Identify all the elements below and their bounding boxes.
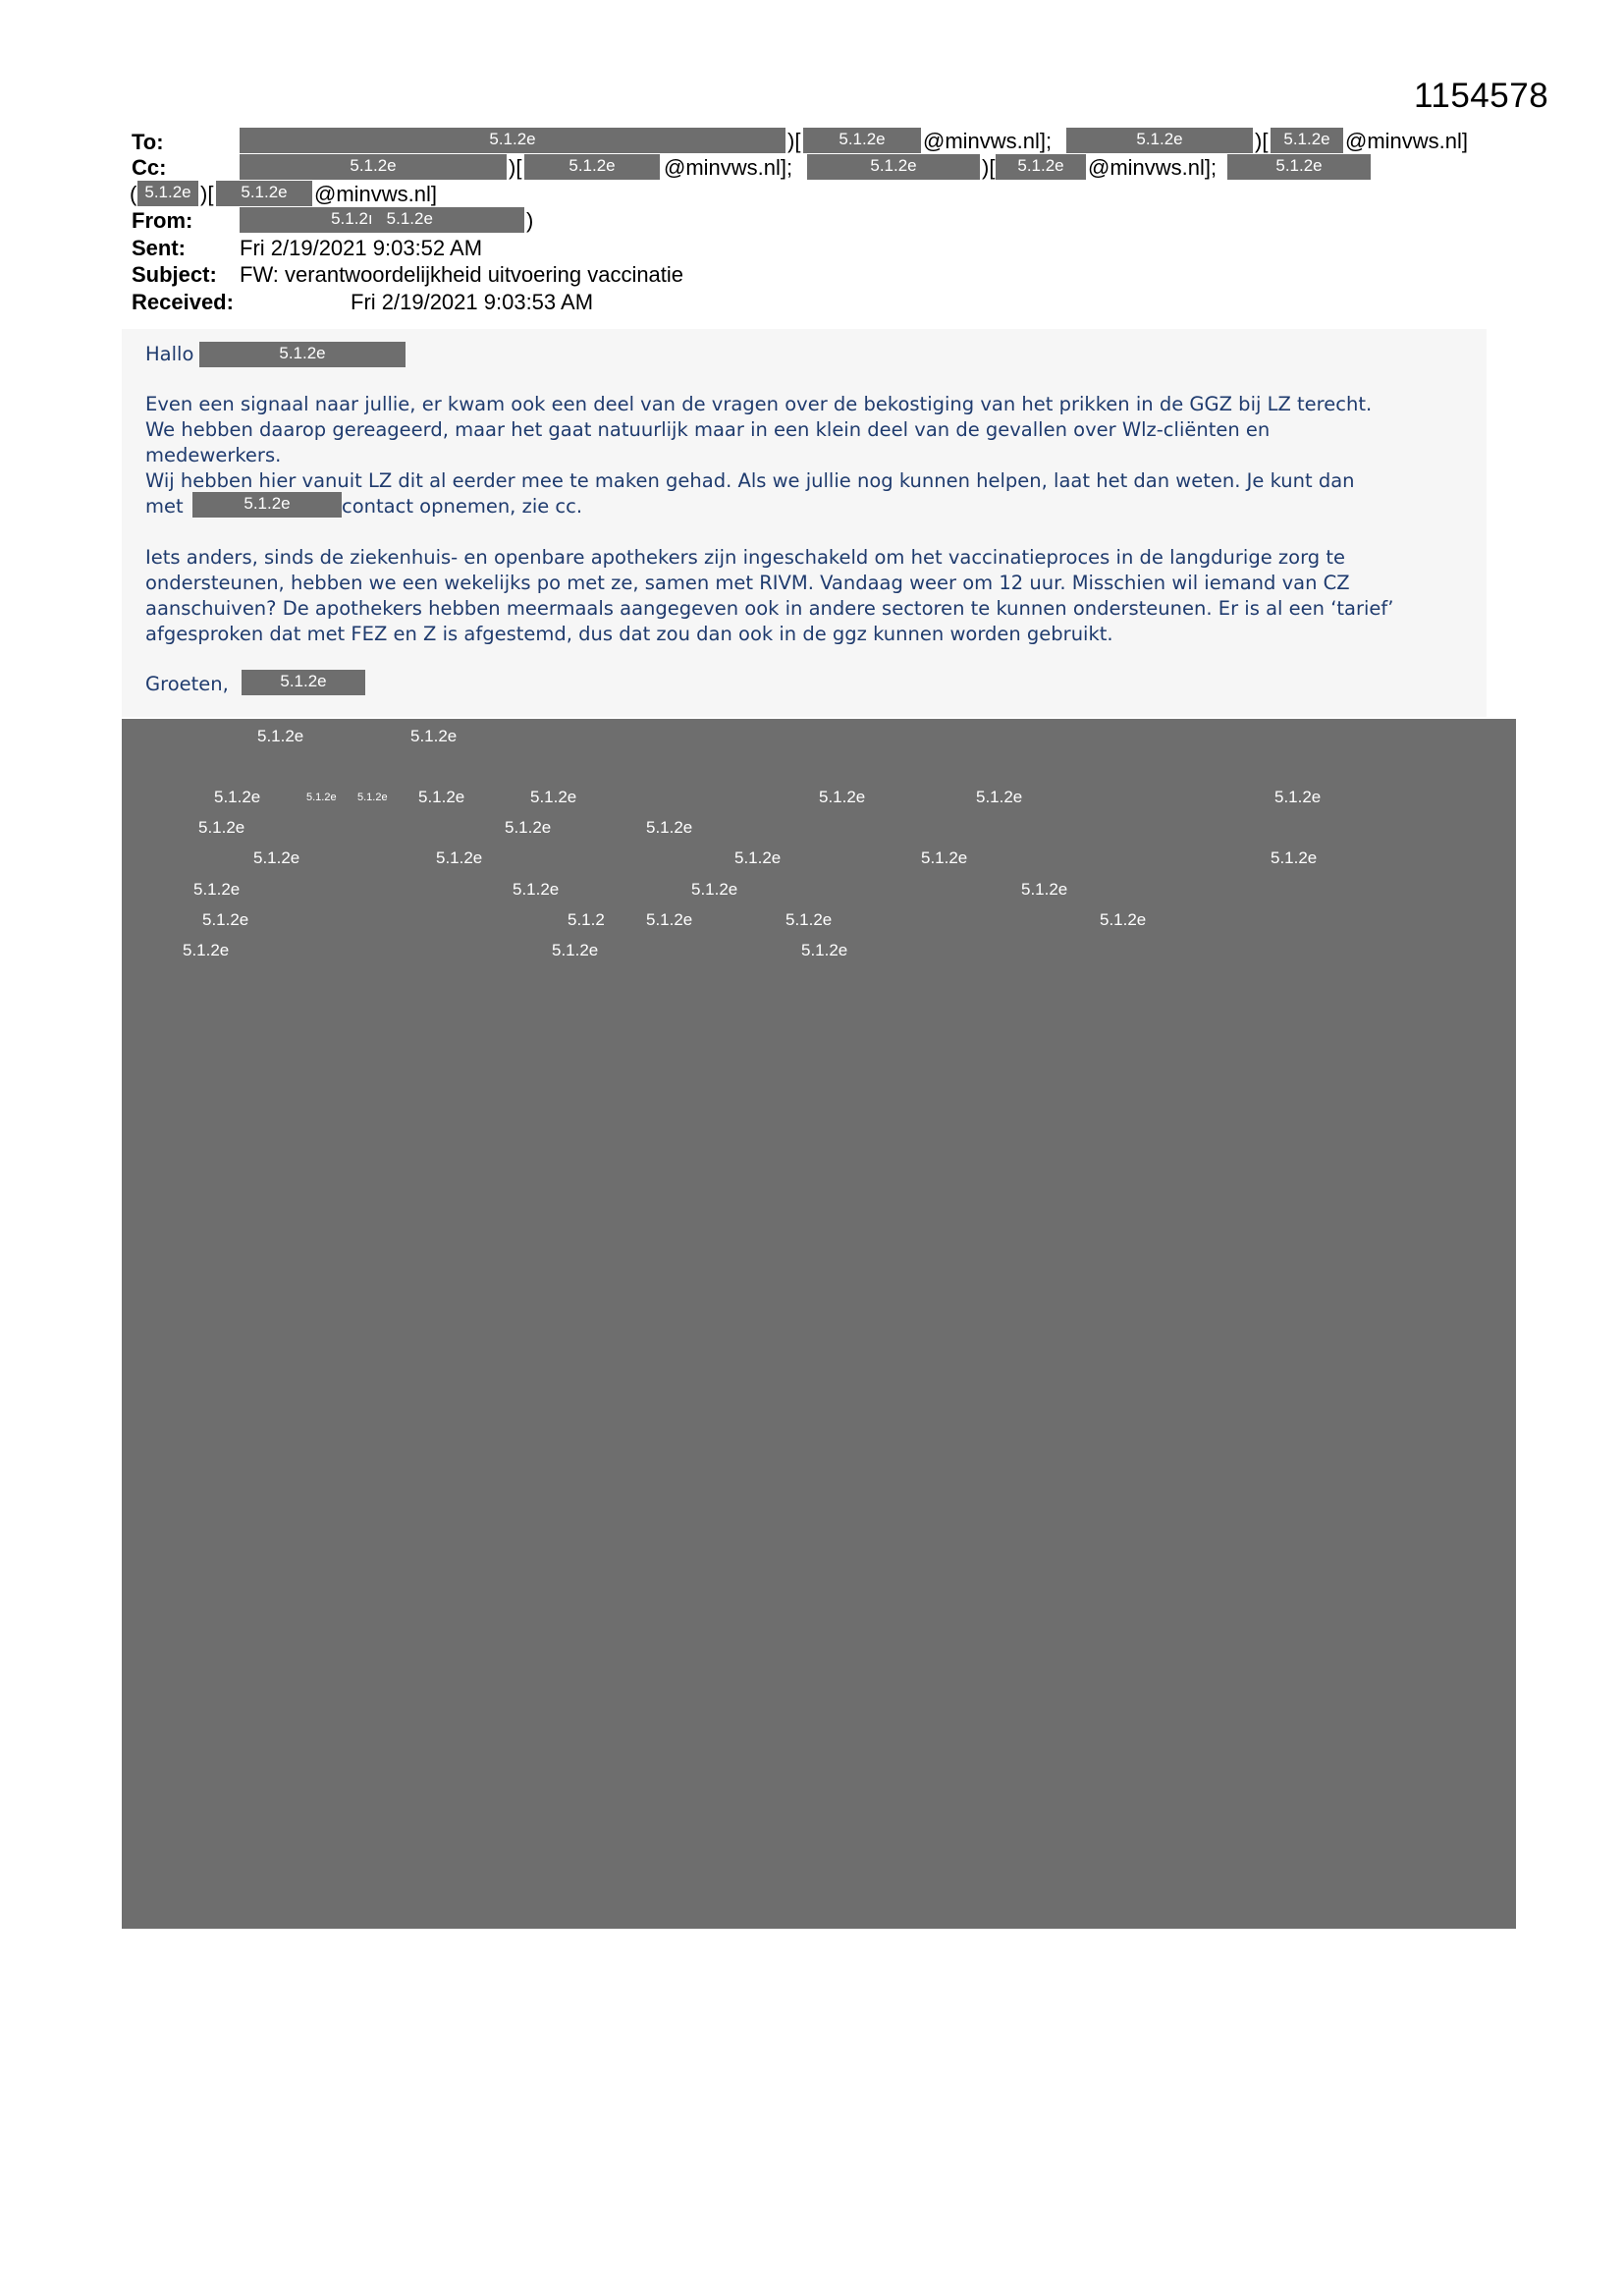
redaction-label: 5.1.2e (513, 880, 560, 899)
message-line: met (145, 495, 184, 518)
email-domain: @minvws.nl]; (1088, 155, 1218, 180)
message-line: aanschuiven? De apothekers hebben meermaals aangegeven ook in andere sectoren te kunnen ondersteunen. Er is al een ‘tarief’ (145, 597, 1394, 620)
redaction-label: 5.1.2e (257, 727, 304, 745)
subject-value: FW: verantwoordelijkheid uitvoering vaccinatie (240, 262, 684, 287)
redaction-label: 5.1.2e (819, 788, 866, 806)
redaction: 5.1.2e (240, 128, 785, 153)
separator: )[ (509, 155, 522, 180)
redaction: 5.1.2e (1271, 128, 1343, 153)
redaction (240, 207, 524, 233)
redaction: 5.1.2e (242, 670, 365, 695)
redaction-label: 5.1.2e (214, 788, 261, 806)
separator: )[ (1255, 129, 1269, 153)
redaction-label: 5.1.2e (202, 910, 249, 929)
received-label: Received: (132, 290, 234, 314)
redaction-label: 5.1.2e (198, 818, 245, 837)
received-value: Fri 2/19/2021 9:03:53 AM (351, 290, 594, 314)
redacted-block (122, 719, 1516, 2054)
redaction-label: 5.1.2e (785, 910, 833, 929)
document-number: 1154578 (1414, 77, 1549, 115)
message-line: medewerkers. (145, 444, 282, 466)
greeting: Hallo (145, 343, 194, 365)
open-paren: ( (130, 182, 137, 206)
message-line: Wij hebben hier vanuit LZ dit al eerder mee te maken gehad. Als we jullie nog kunnen helpen, laat het dan weten. Je kunt dan (145, 469, 1355, 492)
message-line: ondersteunen, hebben we een wekelijks po met ze, samen met RIVM. Vandaag weer om 12 uur. Misschien wil iemand van CZ (145, 572, 1350, 594)
redaction-label: 5.1.2 (568, 910, 605, 929)
close-paren: ) (526, 208, 534, 233)
redaction: 5.1.2e (216, 181, 312, 206)
to-label: To: (132, 130, 164, 154)
email-domain: @minvws.nl] (314, 182, 438, 206)
redaction-label: 5.1.2e (410, 727, 458, 745)
redaction-label: 5.1.2ı (331, 209, 373, 228)
redaction-label: 5.1.2e (357, 792, 388, 803)
redaction-label: 5.1.2e (436, 848, 483, 867)
redaction-label: 5.1.2e (505, 818, 552, 837)
redaction-label: 5.1.2e (921, 848, 968, 867)
separator: )[ (982, 155, 996, 180)
redaction: 5.1.2e (199, 342, 406, 367)
redaction-label: 5.1.2e (193, 880, 241, 899)
subject-label: Subject: (132, 262, 217, 287)
redaction-label: 5.1.2e (976, 788, 1023, 806)
redaction-label: 5.1.2e (1021, 880, 1068, 899)
redaction: 5.1.2e (192, 492, 342, 518)
redaction: 5.1.2e (1066, 128, 1253, 153)
redaction: 5.1.2e (524, 154, 660, 180)
sent-value: Fri 2/19/2021 9:03:52 AM (240, 236, 483, 260)
cc-label: Cc: (132, 155, 167, 180)
redaction-label: 5.1.2e (183, 941, 230, 959)
redaction-label: 5.1.2e (253, 848, 300, 867)
message-line: afgesproken dat met FEZ en Z is afgestemd, dus dat zou dan ook in de ggz kunnen worden gebruikt. (145, 623, 1113, 645)
redaction: 5.1.2e (803, 128, 921, 153)
redaction-label: 5.1.2e (1100, 910, 1147, 929)
redaction-label: 5.1.2e (1271, 848, 1318, 867)
closing: Groeten, (145, 673, 229, 695)
redaction-label: 5.1.2e (552, 941, 599, 959)
redaction-label: 5.1.2e (530, 788, 577, 806)
message-line: contact opnemen, zie cc. (342, 495, 583, 518)
redaction: 5.1.2e (1227, 154, 1371, 180)
email-domain: @minvws.nl]; (923, 129, 1053, 153)
message-body (122, 329, 1487, 717)
email-domain: @minvws.nl]; (664, 155, 793, 180)
message-line: We hebben daarop gereageerd, maar het gaat natuurlijk maar in een klein deel van de gevallen over Wlz-cliënten en (145, 418, 1271, 441)
redaction: 5.1.2e (996, 154, 1086, 180)
redaction-label: 5.1.2e (1274, 788, 1322, 806)
redaction-label: 5.1.2e (646, 910, 693, 929)
sent-label: Sent: (132, 236, 186, 260)
message-line: Iets anders, sinds de ziekenhuis- en openbare apothekers zijn ingeschakeld om het vaccinatieproces in de langdurige zorg te (145, 546, 1345, 569)
from-label: From: (132, 208, 193, 233)
redaction-label: 5.1.2e (306, 792, 337, 803)
redaction-label: 5.1.2e (386, 209, 433, 228)
message-line: Even een signaal naar jullie, er kwam ook een deel van de vragen over de bekostiging van het prikken in de GGZ bij LZ terecht. (145, 393, 1373, 415)
redaction: 5.1.2e (807, 154, 980, 180)
redaction-label: 5.1.2e (418, 788, 465, 806)
redaction-label: 5.1.2e (646, 818, 693, 837)
redaction-label: 5.1.2e (801, 941, 848, 959)
redaction-label: 5.1.2e (691, 880, 738, 899)
separator: )[ (787, 129, 801, 153)
email-domain: @minvws.nl] (1345, 129, 1469, 153)
redaction-label: 5.1.2e (734, 848, 782, 867)
redaction: 5.1.2e (240, 154, 507, 180)
redaction: 5.1.2e (137, 181, 198, 206)
redacted-block-label: dubbel (791, 2035, 846, 2054)
separator: )[ (200, 182, 214, 206)
